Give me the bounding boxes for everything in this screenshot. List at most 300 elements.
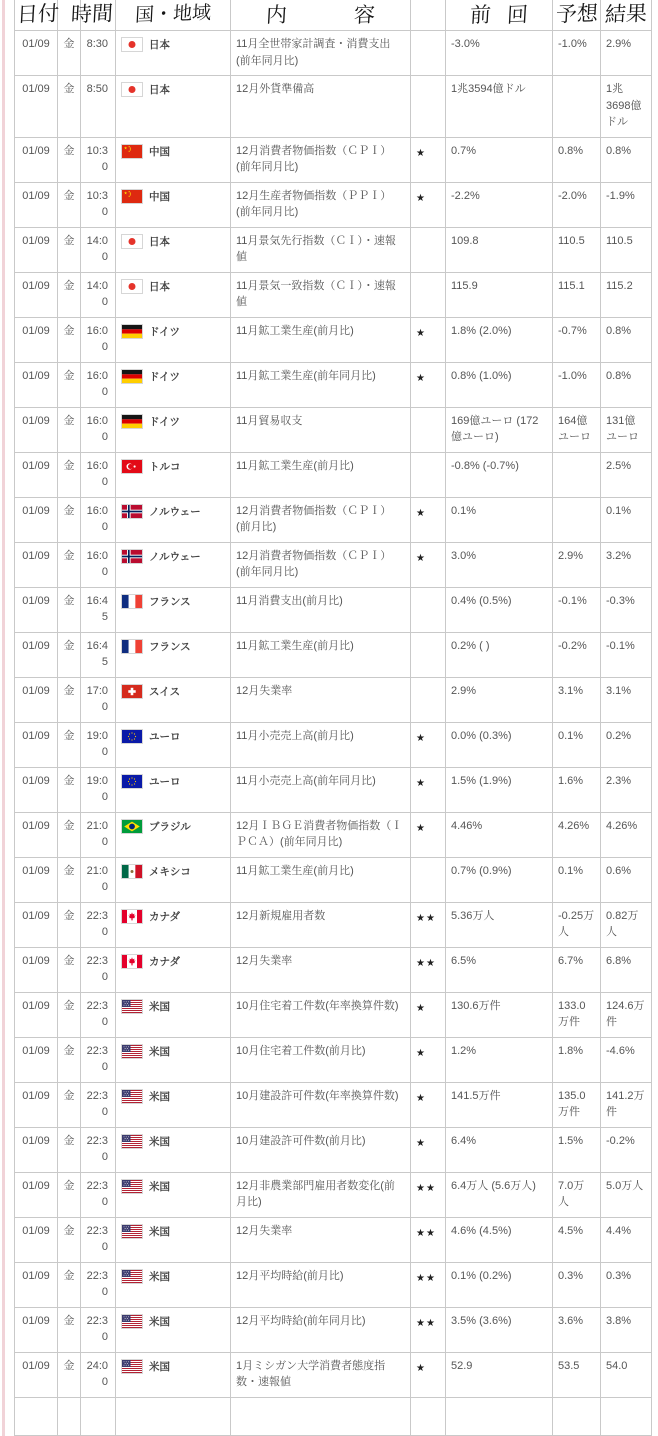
importance-stars: ★: [411, 317, 446, 362]
event-row: [15, 992, 652, 1037]
date-cell: 01/09: [15, 362, 58, 407]
date-cell: 01/09: [15, 1307, 58, 1352]
date-cell: 01/09: [15, 407, 58, 452]
content-cell: 11月景気一致指数（ＣＩ）・速報値: [231, 272, 411, 317]
event-row: [15, 137, 652, 182]
day-cell: 金: [58, 362, 81, 407]
country-name: 米国: [149, 1225, 170, 1238]
event-row: [15, 632, 652, 677]
previous-cell: [446, 1397, 553, 1435]
country-cell: [116, 362, 231, 407]
country-flag-mx-icon: [121, 864, 143, 879]
country-flag-eu-icon: [121, 729, 143, 744]
previous-cell: 4.6% (4.5%): [446, 1217, 553, 1262]
event-row: [15, 1127, 652, 1172]
date-cell: 01/09: [15, 227, 58, 272]
day-cell: 金: [58, 182, 81, 227]
forecast-cell: 1.8%: [553, 1037, 601, 1082]
forecast-cell: 3.1%: [553, 677, 601, 722]
event-row: [15, 1172, 652, 1217]
country-name: フランス: [149, 595, 191, 608]
country-flag-us-icon: [121, 1224, 143, 1239]
country-flag-fr-icon: [121, 594, 143, 609]
result-cell: 3.2%: [601, 542, 652, 587]
forecast-cell: -0.25万人: [553, 902, 601, 947]
country-flag-fr-icon: [121, 639, 143, 654]
result-cell: 0.8%: [601, 317, 652, 362]
date-cell: 01/09: [15, 1217, 58, 1262]
time-cell: 22:30: [81, 902, 116, 947]
event-row: [15, 1082, 652, 1127]
time-cell: 22:30: [81, 1037, 116, 1082]
country-flag-ch-icon: [121, 684, 143, 699]
content-cell: 12月新規雇用者数: [231, 902, 411, 947]
header-country: [116, 0, 231, 31]
importance-stars: ★: [411, 1352, 446, 1397]
event-row: [15, 722, 652, 767]
importance-stars: ★: [411, 1127, 446, 1172]
forecast-cell: 115.1: [553, 272, 601, 317]
importance-stars: [411, 76, 446, 138]
forecast-cell: [553, 452, 601, 497]
time-cell: 16:00: [81, 317, 116, 362]
forecast-cell: 2.9%: [553, 542, 601, 587]
previous-cell: 0.1% (0.2%): [446, 1262, 553, 1307]
content-cell: 12月平均時給(前年同月比): [231, 1307, 411, 1352]
importance-stars: [411, 587, 446, 632]
result-cell: 3.8%: [601, 1307, 652, 1352]
country-name: 米国: [149, 1135, 170, 1148]
result-cell: 0.3%: [601, 1262, 652, 1307]
previous-cell: 6.4万人 (5.6万人): [446, 1172, 553, 1217]
event-row: [15, 1352, 652, 1397]
result-cell: 141.2万件: [601, 1082, 652, 1127]
importance-stars: ★★: [411, 1307, 446, 1352]
time-cell: 8:50: [81, 76, 116, 138]
event-row: [15, 857, 652, 902]
importance-stars: ★: [411, 182, 446, 227]
importance-stars: [411, 272, 446, 317]
content-cell: 12月外貨準備高: [231, 76, 411, 138]
result-cell: 4.26%: [601, 812, 652, 857]
forecast-cell: 0.1%: [553, 857, 601, 902]
importance-stars: ★: [411, 767, 446, 812]
time-cell: 22:30: [81, 1127, 116, 1172]
content-cell: 11月鉱工業生産(前年同月比): [231, 362, 411, 407]
event-row: [15, 947, 652, 992]
event-row: [15, 587, 652, 632]
country-cell: [116, 1397, 231, 1435]
date-cell: 01/09: [15, 1082, 58, 1127]
date-cell: [15, 1397, 58, 1435]
time-cell: 22:30: [81, 947, 116, 992]
previous-cell: -0.8% (-0.7%): [446, 452, 553, 497]
header-date-label: 日付: [16, 1, 60, 27]
time-cell: 8:30: [81, 31, 116, 76]
time-cell: 22:30: [81, 1082, 116, 1127]
date-cell: 01/09: [15, 1127, 58, 1172]
country-flag-ca-icon: [121, 909, 143, 924]
day-cell: 金: [58, 137, 81, 182]
result-cell: [601, 1397, 652, 1435]
result-cell: 0.82万人: [601, 902, 652, 947]
country-cell: [116, 1217, 231, 1262]
country-name: 中国: [149, 145, 170, 158]
previous-cell: 2.9%: [446, 677, 553, 722]
time-cell: 21:00: [81, 812, 116, 857]
result-cell: 131億ユーロ: [601, 407, 652, 452]
date-cell: 01/09: [15, 722, 58, 767]
country-flag-us-icon: [121, 1089, 143, 1104]
header-row: [15, 0, 652, 31]
previous-cell: 1.8% (2.0%): [446, 317, 553, 362]
time-cell: 24:00: [81, 1352, 116, 1397]
previous-cell: 141.5万件: [446, 1082, 553, 1127]
forecast-cell: 0.1%: [553, 722, 601, 767]
previous-cell: 115.9: [446, 272, 553, 317]
previous-cell: 0.2% ( ): [446, 632, 553, 677]
header-result-label: 結果: [604, 1, 648, 27]
previous-cell: 6.4%: [446, 1127, 553, 1172]
forecast-cell: 135.0万件: [553, 1082, 601, 1127]
country-cell: [116, 31, 231, 76]
result-cell: 0.8%: [601, 137, 652, 182]
forecast-cell: [553, 1397, 601, 1435]
result-cell: -0.2%: [601, 1127, 652, 1172]
forecast-cell: -0.1%: [553, 587, 601, 632]
content-cell: 11月景気先行指数（ＣＩ）・速報値: [231, 227, 411, 272]
content-cell: 10月建設許可件数(前月比): [231, 1127, 411, 1172]
page-edge-strip: [2, 0, 5, 1436]
date-cell: 01/09: [15, 902, 58, 947]
date-cell: 01/09: [15, 542, 58, 587]
time-cell: 16:00: [81, 542, 116, 587]
importance-stars: [411, 227, 446, 272]
day-cell: 金: [58, 902, 81, 947]
day-cell: 金: [58, 947, 81, 992]
forecast-cell: -1.0%: [553, 362, 601, 407]
previous-cell: 0.4% (0.5%): [446, 587, 553, 632]
event-row: [15, 1262, 652, 1307]
date-cell: 01/09: [15, 1037, 58, 1082]
country-flag-de-icon: [121, 324, 143, 339]
result-cell: 0.1%: [601, 497, 652, 542]
day-cell: 金: [58, 76, 81, 138]
content-cell: 1月ミシガン大学消費者態度指数・速報値: [231, 1352, 411, 1397]
previous-cell: 5.36万人: [446, 902, 553, 947]
result-cell: 0.6%: [601, 857, 652, 902]
event-row: [15, 677, 652, 722]
previous-cell: -2.2%: [446, 182, 553, 227]
country-cell: [116, 722, 231, 767]
content-cell: 11月鉱工業生産(前月比): [231, 317, 411, 362]
previous-cell: 3.0%: [446, 542, 553, 587]
header-date: [15, 0, 58, 31]
country-name: カナダ: [149, 955, 180, 968]
time-cell: 19:00: [81, 767, 116, 812]
date-cell: 01/09: [15, 452, 58, 497]
date-cell: 01/09: [15, 677, 58, 722]
time-cell: 10:30: [81, 182, 116, 227]
content-cell: 12月消費者物価指数（ＣＰＩ）(前年同月比): [231, 542, 411, 587]
previous-cell: 0.1%: [446, 497, 553, 542]
day-cell: 金: [58, 542, 81, 587]
country-flag-de-icon: [121, 369, 143, 384]
forecast-cell: -1.0%: [553, 31, 601, 76]
day-cell: 金: [58, 992, 81, 1037]
country-cell: [116, 76, 231, 138]
time-cell: 16:00: [81, 497, 116, 542]
importance-stars: [411, 632, 446, 677]
importance-stars: ★: [411, 497, 446, 542]
country-cell: [116, 542, 231, 587]
country-name: スイス: [149, 685, 181, 698]
result-cell: 0.8%: [601, 362, 652, 407]
header-time-label: 時間: [70, 1, 114, 27]
header-content: [231, 0, 411, 31]
content-cell: 11月鉱工業生産(前月比): [231, 857, 411, 902]
content-cell: 12月失業率: [231, 1217, 411, 1262]
country-cell: [116, 587, 231, 632]
event-row: [15, 1217, 652, 1262]
time-cell: 22:30: [81, 1172, 116, 1217]
country-name: 米国: [149, 1360, 170, 1373]
content-cell: 11月鉱工業生産(前月比): [231, 632, 411, 677]
importance-stars: [411, 31, 446, 76]
country-flag-cn-icon: [121, 144, 143, 159]
country-flag-us-icon: [121, 1314, 143, 1329]
country-flag-tr-icon: [121, 459, 143, 474]
country-cell: [116, 857, 231, 902]
result-cell: 4.4%: [601, 1217, 652, 1262]
content-cell: 12月消費者物価指数（ＣＰＩ）(前年同月比): [231, 137, 411, 182]
header-content-label-left: 内: [265, 3, 288, 27]
content-cell: 12月ＩＢＧＥ消費者物価指数（ＩＰＣＡ）(前年同月比): [231, 812, 411, 857]
country-name: ドイツ: [149, 370, 180, 383]
result-cell: 124.6万件: [601, 992, 652, 1037]
date-cell: 01/09: [15, 182, 58, 227]
previous-cell: 6.5%: [446, 947, 553, 992]
country-name: 日本: [149, 84, 170, 96]
header-forecast: [553, 0, 601, 31]
previous-cell: 0.8% (1.0%): [446, 362, 553, 407]
content-cell: [231, 1397, 411, 1435]
date-cell: 01/09: [15, 812, 58, 857]
day-cell: 金: [58, 1127, 81, 1172]
header-previous-label-right: 回: [506, 3, 529, 27]
forecast-cell: -2.0%: [553, 182, 601, 227]
day-cell: 金: [58, 1217, 81, 1262]
country-cell: [116, 407, 231, 452]
forecast-cell: -0.7%: [553, 317, 601, 362]
forecast-cell: -0.2%: [553, 632, 601, 677]
event-row: [15, 452, 652, 497]
country-cell: [116, 992, 231, 1037]
date-cell: 01/09: [15, 76, 58, 138]
header-forecast-label: 予想: [554, 1, 599, 27]
result-cell: 110.5: [601, 227, 652, 272]
importance-stars: ★★: [411, 1217, 446, 1262]
day-cell: 金: [58, 1172, 81, 1217]
result-cell: -0.1%: [601, 632, 652, 677]
day-cell: 金: [58, 1307, 81, 1352]
importance-stars: [411, 677, 446, 722]
previous-cell: 1.2%: [446, 1037, 553, 1082]
country-flag-jp-icon: [121, 279, 143, 294]
previous-cell: 4.46%: [446, 812, 553, 857]
time-cell: 22:30: [81, 1307, 116, 1352]
country-cell: [116, 137, 231, 182]
day-cell: 金: [58, 31, 81, 76]
date-cell: 01/09: [15, 992, 58, 1037]
time-cell: 19:00: [81, 722, 116, 767]
empty-row: [15, 1397, 652, 1435]
country-flag-br-icon: [121, 819, 143, 834]
content-cell: 11月小売売上高(前月比): [231, 722, 411, 767]
event-row: [15, 76, 652, 138]
header-previous-label-left: 前: [469, 3, 492, 27]
result-cell: 0.2%: [601, 722, 652, 767]
date-cell: 01/09: [15, 1262, 58, 1307]
time-cell: 22:30: [81, 1217, 116, 1262]
country-name: ユーロ: [149, 775, 181, 788]
event-row: [15, 182, 652, 227]
country-name: フランス: [149, 640, 191, 653]
country-cell: [116, 317, 231, 362]
previous-cell: 0.7% (0.9%): [446, 857, 553, 902]
day-cell: 金: [58, 1037, 81, 1082]
country-flag-us-icon: [121, 1269, 143, 1284]
forecast-cell: 133.0万件: [553, 992, 601, 1037]
country-name: ユーロ: [149, 730, 181, 743]
date-cell: 01/09: [15, 587, 58, 632]
forecast-cell: 4.5%: [553, 1217, 601, 1262]
content-cell: 11月貿易収支: [231, 407, 411, 452]
calendar-table-body: [15, 31, 652, 1436]
forecast-cell: 3.6%: [553, 1307, 601, 1352]
country-flag-jp-icon: [121, 82, 143, 97]
forecast-cell: 1.5%: [553, 1127, 601, 1172]
event-row: [15, 812, 652, 857]
result-cell: 115.2: [601, 272, 652, 317]
country-cell: [116, 902, 231, 947]
country-cell: [116, 1082, 231, 1127]
forecast-cell: 4.26%: [553, 812, 601, 857]
date-cell: 01/09: [15, 1172, 58, 1217]
time-cell: 16:00: [81, 407, 116, 452]
country-cell: [116, 452, 231, 497]
country-name: 日本: [149, 235, 170, 248]
country-name: 米国: [149, 1000, 170, 1013]
event-row: [15, 767, 652, 812]
forecast-cell: 7.0万人: [553, 1172, 601, 1217]
time-cell: 21:00: [81, 857, 116, 902]
country-flag-ca-icon: [121, 954, 143, 969]
time-cell: 14:00: [81, 272, 116, 317]
country-flag-us-icon: [121, 1179, 143, 1194]
country-name: 米国: [149, 1180, 170, 1193]
previous-cell: 169億ユーロ (172億ユーロ): [446, 407, 553, 452]
country-cell: [116, 272, 231, 317]
day-cell: 金: [58, 677, 81, 722]
country-flag-us-icon: [121, 999, 143, 1014]
day-cell: 金: [58, 722, 81, 767]
country-cell: [116, 1352, 231, 1397]
result-cell: -0.3%: [601, 587, 652, 632]
header-importance: [411, 0, 446, 31]
date-cell: 01/09: [15, 632, 58, 677]
previous-cell: 1.5% (1.9%): [446, 767, 553, 812]
header-time: [70, 0, 116, 31]
date-cell: 01/09: [15, 497, 58, 542]
country-name: 日本: [149, 39, 170, 51]
result-cell: 54.0: [601, 1352, 652, 1397]
importance-stars: ★★: [411, 1262, 446, 1307]
country-flag-us-icon: [121, 1044, 143, 1059]
time-cell: 22:30: [81, 1262, 116, 1307]
forecast-cell: 0.8%: [553, 137, 601, 182]
country-name: ブラジル: [149, 820, 191, 833]
importance-stars: ★: [411, 1082, 446, 1127]
country-cell: [116, 1172, 231, 1217]
time-cell: 22:30: [81, 992, 116, 1037]
previous-cell: 109.8: [446, 227, 553, 272]
event-row: [15, 362, 652, 407]
time-cell: 16:45: [81, 632, 116, 677]
day-cell: [58, 1397, 81, 1435]
country-name: ドイツ: [149, 325, 180, 338]
country-flag-de-icon: [121, 414, 143, 429]
result-cell: 3.1%: [601, 677, 652, 722]
importance-stars: ★★: [411, 902, 446, 947]
importance-stars: ★★: [411, 947, 446, 992]
importance-stars: ★: [411, 1037, 446, 1082]
event-row: [15, 407, 652, 452]
country-cell: [116, 812, 231, 857]
date-cell: 01/09: [15, 272, 58, 317]
event-row: [15, 1307, 652, 1352]
time-cell: 16:00: [81, 452, 116, 497]
header-result: [601, 0, 652, 31]
time-cell: 16:45: [81, 587, 116, 632]
result-cell: -4.6%: [601, 1037, 652, 1082]
country-name: ドイツ: [149, 415, 180, 428]
day-cell: 金: [58, 407, 81, 452]
previous-cell: 0.0% (0.3%): [446, 722, 553, 767]
result-cell: 2.3%: [601, 767, 652, 812]
forecast-cell: 164億ユーロ: [553, 407, 601, 452]
importance-stars: ★★: [411, 1172, 446, 1217]
country-name: 日本: [149, 280, 170, 293]
forecast-cell: 1.6%: [553, 767, 601, 812]
result-cell: 1兆3698億ドル: [601, 76, 652, 138]
economic-calendar-table: [14, 0, 652, 1436]
content-cell: 11月消費支出(前月比): [231, 587, 411, 632]
event-row: [15, 272, 652, 317]
previous-cell: 3.5% (3.6%): [446, 1307, 553, 1352]
day-cell: 金: [58, 497, 81, 542]
previous-cell: 130.6万件: [446, 992, 553, 1037]
country-name: 中国: [149, 190, 170, 203]
day-cell: 金: [58, 812, 81, 857]
country-name: 米国: [149, 1270, 170, 1283]
country-cell: [116, 947, 231, 992]
day-cell: 金: [58, 272, 81, 317]
forecast-cell: 53.5: [553, 1352, 601, 1397]
event-row: [15, 227, 652, 272]
day-cell: 金: [58, 1352, 81, 1397]
importance-stars: ★: [411, 362, 446, 407]
